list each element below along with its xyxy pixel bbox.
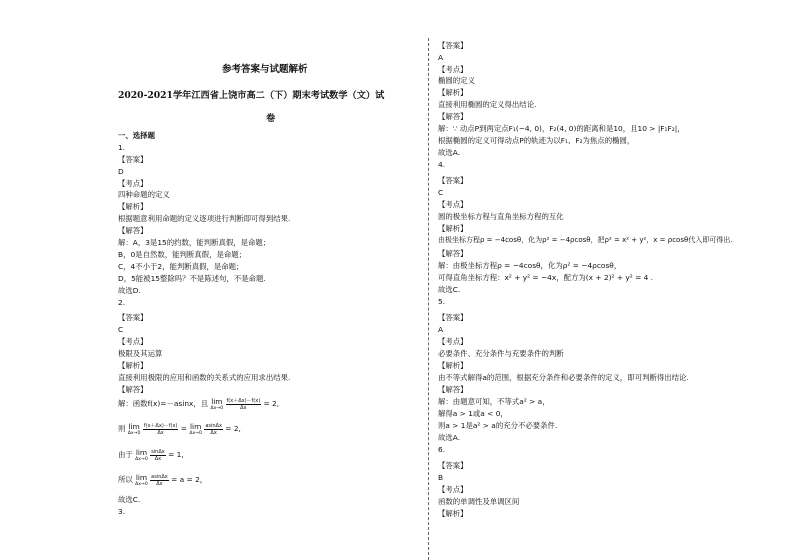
q3-answer-tag: 【答案】 <box>438 41 468 50</box>
q5-analysis: 由不等式解得a的范围，根据充分条件和必要条件的定义，即可判断得出结论. <box>438 373 689 382</box>
q2-solution-line: 则 lim Δx→0 $\frac{f(x+\Delta x)-f(x)}{\Delta x}$ = lim Δx→0 $\frac{asin\Delta x}{\Delta x}$ = 2, <box>118 421 241 436</box>
q5-solution-tag: 【解答】 <box>438 385 468 394</box>
q5-answer-tag: 【答案】 <box>438 313 468 322</box>
q4-number: 4. <box>438 160 446 169</box>
q2-answer: C <box>118 325 124 334</box>
q1-analysis: 根据题意利用命题的定义逐项进行判断即可得到结果. <box>118 214 291 223</box>
q5-solution-line: 则a > 1是a² > a的充分不必要条件. <box>438 421 558 430</box>
q5-point: 必要条件、充分条件与充要条件的判断 <box>438 349 564 358</box>
q1-answer: D <box>118 167 124 176</box>
q3-conclusion: 故选A. <box>438 148 461 157</box>
q1-solution-line: D，5能被15整除吗？不是陈述句，不是命题. <box>118 274 266 283</box>
q4-point: 圆的极坐标方程与直角坐标方程的互化 <box>438 212 564 221</box>
q2-solution-line: 解：函数f(x)=－asinx，且 lim Δx→0 $\frac{f(x+\Delta x)-f(x)}{\Delta x}$ = 2, <box>118 396 280 411</box>
q3-point: 椭圆的定义 <box>438 76 475 85</box>
q4-analysis: 由极坐标方程ρ = −4cosθ，化为ρ² = −4ρcosθ，把ρ² = x² + y²，x = ρcosθ代入即可得出. <box>438 236 733 244</box>
q2-conclusion: 故选C. <box>118 495 141 504</box>
q1-solution-line: C，4不小于2，能判断真假，是命题； <box>118 262 244 271</box>
q5-solution-line: 解得a > 1或a < 0， <box>438 409 508 418</box>
q2-point: 极限及其运算 <box>118 349 163 358</box>
q4-point-tag: 【考点】 <box>438 200 468 209</box>
q2-analysis: 直接利用极限的应用和函数的关系式的应用求出结果. <box>118 373 291 382</box>
q4-analysis-tag: 【解析】 <box>438 224 468 233</box>
q4-solution-line: 解：由极坐标方程ρ = −4cosθ，化为ρ² = −4ρcosθ， <box>438 261 622 270</box>
q4-conclusion: 故选C. <box>438 285 461 294</box>
q2-solution-tag: 【解答】 <box>118 385 148 394</box>
q1-solution-line: B，0是自然数，能判断真假，是命题； <box>118 250 247 259</box>
q1-analysis-tag: 【解析】 <box>118 202 148 211</box>
q2-solution-line: 由于 lim Δx→0 $\frac{\sin\Delta x}{\Delta x}$ = 1, <box>118 447 184 462</box>
q4-solution-line: 可得直角坐标方程：x² + y² = −4x，配方为(x + 2)² + y² = 4 . <box>438 273 654 282</box>
q2-number: 2. <box>118 298 126 307</box>
q3-analysis: 直接利用椭圆的定义得出结论. <box>438 100 537 109</box>
q4-answer: C <box>438 188 444 197</box>
q1-number: 1. <box>118 143 126 152</box>
column-divider <box>428 38 429 560</box>
q5-answer: A <box>438 325 444 334</box>
q5-point-tag: 【考点】 <box>438 337 468 346</box>
section-heading: 一、选择题 <box>118 131 155 140</box>
q3-analysis-tag: 【解析】 <box>438 88 468 97</box>
q1-answer-tag: 【答案】 <box>118 155 148 164</box>
q5-analysis-tag: 【解析】 <box>438 361 468 370</box>
q5-number: 5. <box>438 297 446 306</box>
q5-solution-line: 解：由题意可知，不等式a² > a， <box>438 397 550 406</box>
q3-solution-line: 解：∵ 动点P到两定点F₁(−4, 0)，F₂(4, 0)的距离和是10，且10 > |F₁F₂|， <box>438 124 685 133</box>
q2-answer-tag: 【答案】 <box>118 313 148 322</box>
q1-point: 四种命题的定义 <box>118 190 170 199</box>
q4-answer-tag: 【答案】 <box>438 176 468 185</box>
q2-point-tag: 【考点】 <box>118 337 148 346</box>
q6-point: 函数的单调性及单调区间 <box>438 497 520 506</box>
q6-number: 6. <box>438 445 446 454</box>
q1-solution-tag: 【解答】 <box>118 226 148 235</box>
q3-solution-line: 根据椭圆的定义可得动点P的轨迹为以F₁、F₂为焦点的椭圆， <box>438 136 635 145</box>
q6-point-tag: 【考点】 <box>438 485 468 494</box>
q1-point-tag: 【考点】 <box>118 179 148 188</box>
q3-solution-tag: 【解答】 <box>438 112 468 121</box>
exam-title-line1: 2020-2021学年江西省上饶市高二（下）期末考试数学（文）试 <box>118 90 385 101</box>
q3-answer: A <box>438 53 444 62</box>
q2-analysis-tag: 【解析】 <box>118 361 148 370</box>
q3-point-tag: 【考点】 <box>438 65 468 74</box>
q1-solution-line: 解：A，3是15的约数，能判断真假，是命题； <box>118 238 271 247</box>
q5-conclusion: 故选A. <box>438 433 461 442</box>
q6-analysis-tag: 【解析】 <box>438 509 468 518</box>
q4-solution-tag: 【解答】 <box>438 249 468 258</box>
page-title: 参考答案与试题解析 <box>222 64 308 75</box>
q1-conclusion: 故选D. <box>118 286 141 295</box>
exam-title-line2: 卷 <box>266 113 276 124</box>
q3-number: 3. <box>118 507 126 516</box>
q6-answer: B <box>438 473 444 482</box>
q6-answer-tag: 【答案】 <box>438 461 468 470</box>
q2-solution-line: 所以 lim Δx→0 $\frac{asin\Delta x}{\Delta x}$ = a = 2， <box>118 472 208 487</box>
